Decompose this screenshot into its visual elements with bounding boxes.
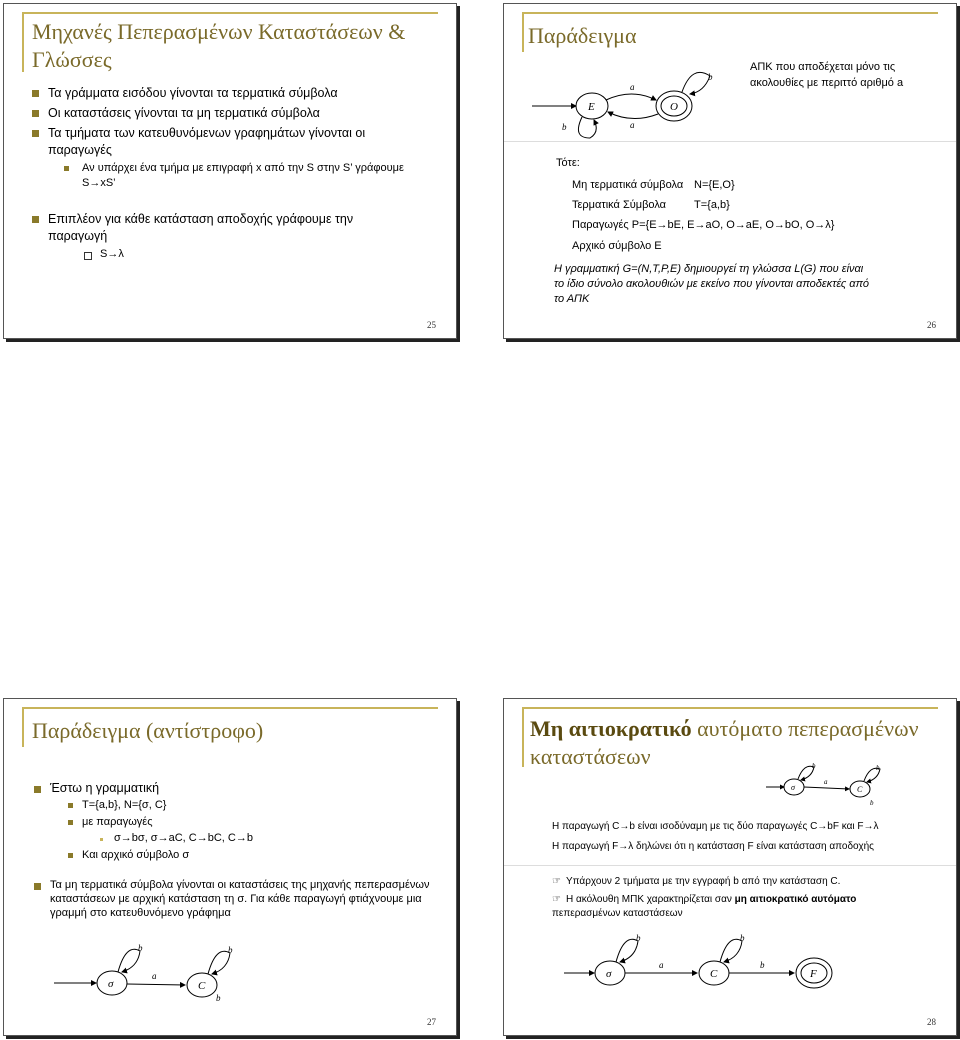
edge-label: b xyxy=(740,933,745,943)
slide-27 xyxy=(3,698,457,1036)
bullet-icon xyxy=(32,216,39,223)
row-label: Τερματικά Σύμβολα xyxy=(572,199,667,211)
note-text: πεπερασμένων καταστάσεων xyxy=(552,908,683,919)
production-note: Η παραγωγή F→λ δηλώνει ότι η κατάσταση F είναι κατάσταση αποδοχής xyxy=(552,841,874,852)
title-rule-vertical xyxy=(22,12,24,72)
state-f-label: F xyxy=(810,968,817,980)
title-rest: αυτόματο πεπερασμένων xyxy=(691,716,919,741)
slide-title xyxy=(32,18,432,74)
sub-bullet-icon xyxy=(68,853,73,858)
state-c-label: C xyxy=(710,968,718,980)
bullet-icon xyxy=(34,883,41,890)
page-number: 28 xyxy=(927,1017,936,1027)
edge-label: a xyxy=(659,960,664,970)
edge-label: b xyxy=(636,933,641,943)
note-text: Υπάρχουν 2 τμήματα με την εγγραφή b από την κατάσταση C. xyxy=(566,876,841,887)
row-label: Μη τερματικά σύμβολα xyxy=(572,179,684,191)
note-text-bold: μη αιτιοκρατικό αυτόματο xyxy=(734,894,857,905)
state-sigma-label: σ xyxy=(606,968,612,980)
bullet-text: Τα μη τερματικά σύμβολα γίνονται οι καταστάσεις της μηχανής πεπερασμένων xyxy=(50,879,430,891)
slide-26 xyxy=(503,3,957,339)
state-e-label: E xyxy=(588,101,595,113)
sub-bullet-text: Και αρχικό σύμβολο σ xyxy=(82,849,190,861)
state-o-label: O xyxy=(670,101,678,113)
divider xyxy=(504,865,956,866)
row-value: T={a,b} xyxy=(694,199,730,211)
sub-bullet-icon xyxy=(68,820,73,825)
row-value: N={E,O} xyxy=(694,179,735,191)
slide-title-text: Μηχανές Πεπερασμένων Καταστάσεων & Γλώσσες xyxy=(32,19,406,72)
bullet-icon xyxy=(32,90,39,97)
sub-sub-bullet-text: σ→bσ, σ→aC, C→bC, C→b xyxy=(114,832,253,844)
edge-label: b xyxy=(216,993,221,1003)
state-sigma-label: σ xyxy=(791,783,795,792)
sub-bullet-text: T={a,b}, N={σ, C} xyxy=(82,799,167,811)
productions-text: Παραγωγές P={E→bE, E→aO, O→aE, O→bO, O→λ} xyxy=(572,219,835,231)
state-sigma-label: σ xyxy=(108,978,114,990)
sub-sub-bullet-icon xyxy=(100,838,103,841)
bullet-text: καταστάσεων με αρχική κατάσταση τη σ. Για κάθε παραγωγή φτιάχνουμε μια xyxy=(50,893,422,905)
italic-note: το ΑΠΚ xyxy=(554,293,590,305)
title-rule xyxy=(522,707,938,709)
bullet-text: παραγωγή xyxy=(48,229,108,243)
slide-title: Παράδειγμα (αντίστροφο) xyxy=(32,718,264,743)
title-rule xyxy=(22,707,438,709)
sub-bullet-text: με παραγωγές xyxy=(82,816,153,828)
description-text: ΑΠΚ που αποδέχεται μόνο τις xyxy=(750,61,896,73)
sub-bullet-text: Αν υπάρχει ένα τμήμα με επιγραφή x από την S στην S’ γράφουμε xyxy=(82,162,404,174)
edge-label: a xyxy=(152,971,157,981)
nfa-diagram xyxy=(564,925,864,1005)
italic-note: Η γραμματική G=(N,T,P,E) δημιουργεί τη γλώσσα L(G) που είναι xyxy=(554,263,864,275)
bullet-text: Έστω η γραμματική xyxy=(50,781,160,795)
automaton-diagram xyxy=(44,939,274,1009)
edge-label: b xyxy=(760,960,765,970)
bullet-text: Τα γράμματα εισόδου γίνονται τα τερματικά σύμβολα xyxy=(48,86,338,100)
page-number: 27 xyxy=(427,1017,436,1027)
production-note: Η παραγωγή C→b είναι ισοδύναμη με τις δύο παραγωγές C→bF και F→λ xyxy=(552,821,879,832)
bullet-icon xyxy=(34,786,41,793)
slide-28 xyxy=(503,698,957,1036)
bullet-icon xyxy=(32,110,39,117)
edge-label: b xyxy=(138,943,143,953)
tote-label: Τότε: xyxy=(556,157,580,169)
edge-label: b xyxy=(812,762,816,770)
edge-label: a xyxy=(824,778,828,786)
title-rule-vertical xyxy=(522,12,524,52)
checkbox-bullet-icon xyxy=(84,252,92,260)
automaton-diagram xyxy=(766,761,886,811)
sub-bullet-text: S→xS’ xyxy=(82,177,116,189)
state-c-label: C xyxy=(857,785,863,794)
pointing-hand-icon: ☞ xyxy=(552,876,561,887)
edge-label: a xyxy=(630,82,635,92)
note-text-part: Η ακόλουθη ΜΠΚ χαρακτηρίζεται σαν xyxy=(566,894,735,905)
bullet-text: Επιπλέον για κάθε κατάσταση αποδοχής γράφουμε την xyxy=(48,212,354,226)
bullet-text: γραμμή στο κατευθυνόμενο γράφημα xyxy=(50,907,231,919)
edge-label: b xyxy=(876,764,880,772)
bullet-icon xyxy=(32,130,39,137)
slide-25 xyxy=(3,3,457,339)
divider xyxy=(504,141,956,142)
state-c-label: C xyxy=(198,980,206,992)
note-text xyxy=(566,892,856,907)
automaton-diagram xyxy=(532,62,752,142)
title-rule xyxy=(22,12,438,14)
description-text: ακολουθίες με περιττό αριθμό a xyxy=(750,77,904,89)
title-bold: Μη αιτιοκρατικό xyxy=(530,716,692,741)
title-rule-vertical xyxy=(522,707,524,767)
bullet-text: Τα τμήματα των κατευθυνόμενων γραφημάτων γίνονται οι xyxy=(48,126,366,140)
edge-label: b xyxy=(228,945,233,955)
slide-title: Παράδειγμα xyxy=(528,23,637,48)
edge-label: b xyxy=(870,799,874,807)
sub-bullet-icon xyxy=(68,803,73,808)
bullet-text: Οι καταστάσεις γίνονται τα μη τερματικά σύμβολα xyxy=(48,106,320,120)
pointing-hand-icon: ☞ xyxy=(552,894,561,905)
start-symbol-text: Αρχικό σύμβολο E xyxy=(572,240,662,252)
edge-label: b xyxy=(562,122,567,132)
title-rule-vertical xyxy=(22,707,24,747)
bullet-text: παραγωγές xyxy=(48,143,112,157)
title-rest: καταστάσεων xyxy=(530,744,651,769)
sub-bullet-text: S→λ xyxy=(100,248,124,260)
italic-note: το ίδιο σύνολο ακολουθιών με εκείνο που γίνονται αποδεκτές από xyxy=(554,278,870,290)
page-number: 26 xyxy=(927,320,936,330)
edge-label: b xyxy=(708,72,713,82)
page-number: 25 xyxy=(427,320,436,330)
edge-label: a xyxy=(630,120,635,130)
title-rule xyxy=(522,12,938,14)
sub-bullet-icon xyxy=(64,166,69,171)
